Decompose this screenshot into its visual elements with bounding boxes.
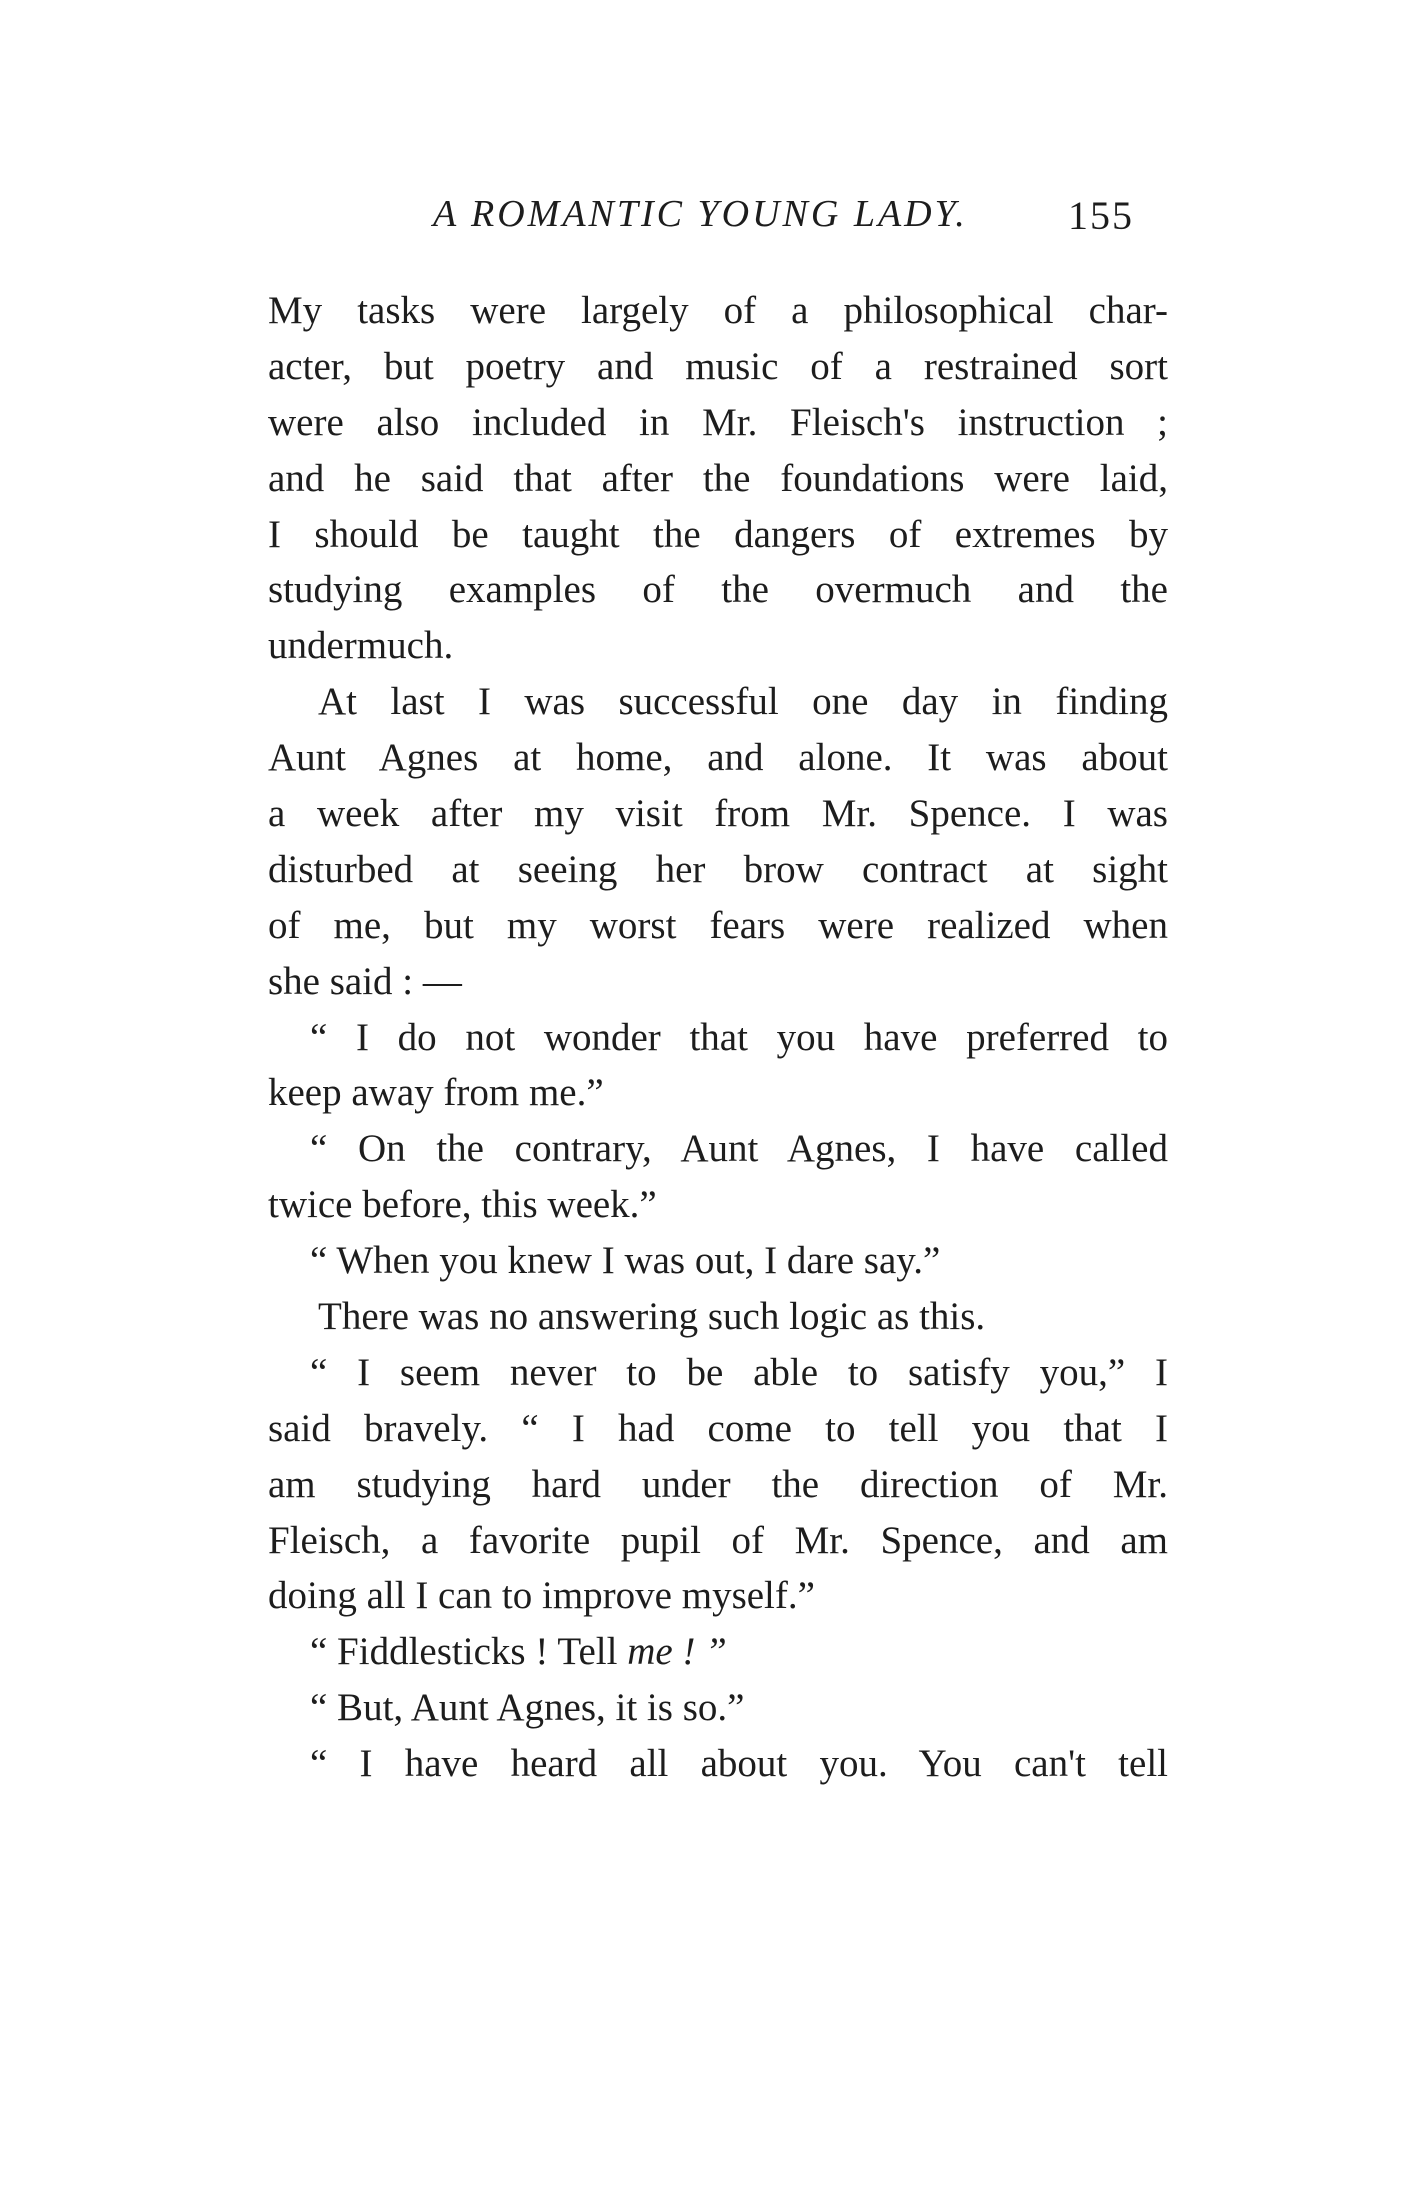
running-title: A ROMANTIC YOUNG LADY. (433, 193, 968, 235)
text-line: said bravely. “ I had come to tell you that I (268, 1406, 1168, 1450)
text-line: My tasks were largely of a philosophical char- (268, 289, 1168, 332)
text-line: “ I have heard all about you. You can't tell (310, 1742, 1168, 1786)
text-line: “ I do not wonder that you have preferred to (310, 1015, 1168, 1059)
page-header (268, 190, 1168, 250)
text-line: she said : — (268, 959, 462, 1003)
text-line: and he said that after the foundations were laid, (268, 456, 1168, 500)
text-line-segment: “ Fiddlesticks ! Tell (310, 1630, 628, 1674)
text-line: There was no answering such logic as this. (318, 1295, 986, 1339)
text-line: “ But, Aunt Agnes, it is so.” (310, 1686, 745, 1730)
text-line: “ On the contrary, Aunt Agnes, I have called (310, 1127, 1168, 1171)
text-line: I should be taught the dangers of extremes by (268, 512, 1168, 556)
text-line: “ I seem never to be able to satisfy you,” I (310, 1350, 1168, 1394)
text-line: am studying hard under the direction of Mr. (268, 1462, 1168, 1506)
text-line: undermuch. (268, 624, 454, 668)
body-text (268, 283, 1168, 1792)
text-line: Aunt Agnes at home, and alone. It was about (268, 736, 1168, 780)
text-line: twice before, this week.” (268, 1183, 657, 1227)
text-line: doing all I can to improve myself.” (268, 1574, 815, 1618)
text-line: a week after my visit from Mr. Spence. I was (268, 792, 1168, 836)
text-line: disturbed at seeing her brow contract at sight (268, 847, 1168, 891)
text-line: “ When you knew I was out, I dare say.” (310, 1239, 941, 1283)
text-line: acter, but poetry and music of a restrained sort (268, 344, 1168, 388)
text-line: At last I was successful one day in finding (318, 680, 1168, 724)
page-number: 155 (1068, 193, 1134, 238)
text-line: of me, but my worst fears were realized when (268, 903, 1168, 947)
text-line: Fleisch, a favorite pupil of Mr. Spence, and am (268, 1518, 1168, 1562)
text-line: keep away from me.” (268, 1071, 604, 1115)
text-line: were also included in Mr. Fleisch's instruction ; (268, 400, 1168, 444)
text-line: studying examples of the overmuch and the (268, 568, 1168, 612)
italic-emphasis: me ! ” (627, 1630, 727, 1674)
text-line (268, 1624, 1168, 1680)
